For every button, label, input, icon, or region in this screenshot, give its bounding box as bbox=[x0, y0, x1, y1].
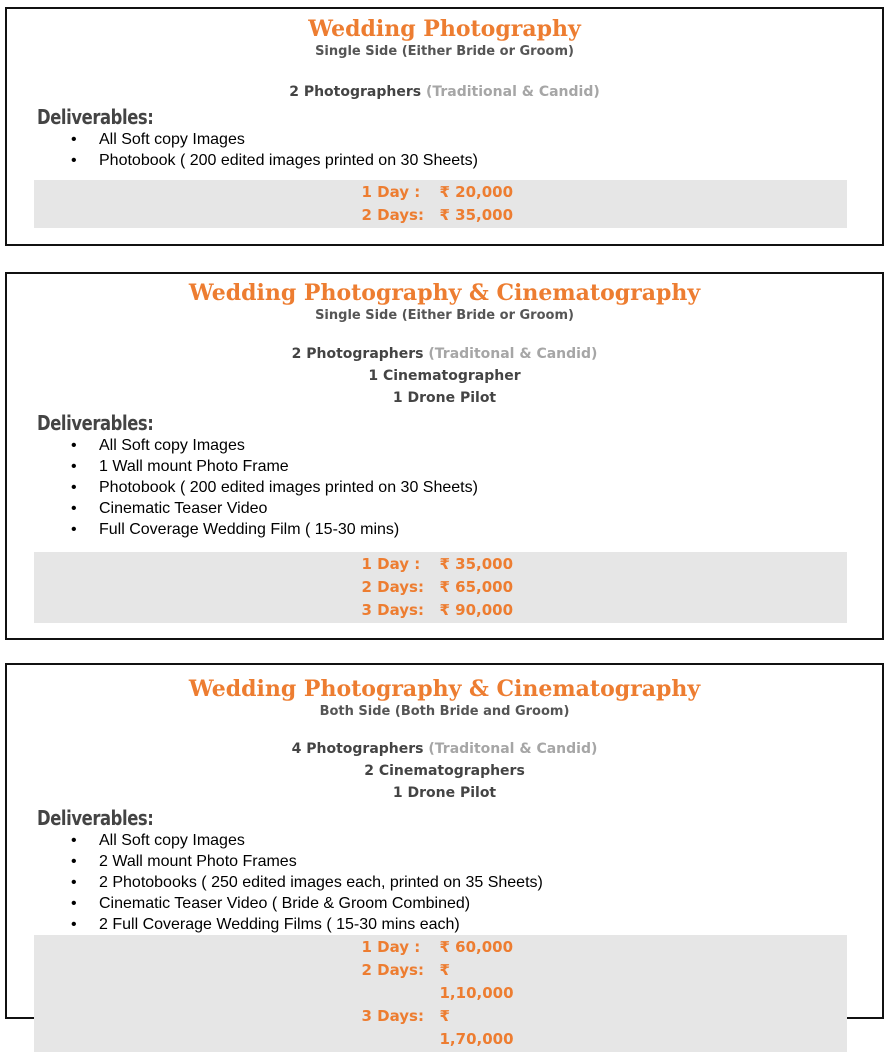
list-item: • All Soft copy Images bbox=[99, 129, 882, 150]
package-side: Single Side (Either Bride or Groom) bbox=[315, 308, 574, 323]
list-item: • All Soft copy Images bbox=[99, 435, 882, 456]
price-label: 2 Days: bbox=[361, 206, 424, 224]
package-card-2 bbox=[5, 272, 884, 640]
photographers-line bbox=[7, 738, 882, 760]
list-item: • 2 Photobooks ( 250 edited images each, printed on 35 Sheets) bbox=[99, 872, 882, 893]
photographers-line bbox=[7, 343, 882, 365]
deliverables-list bbox=[7, 129, 882, 171]
price-row bbox=[34, 181, 847, 204]
price-amount: ₹ 35,000 bbox=[439, 555, 514, 573]
price-amount: ₹ 1,70,000 bbox=[439, 1007, 514, 1048]
photographers-count: 2 Photographers bbox=[289, 84, 422, 100]
price-label: 2 Days: bbox=[361, 961, 424, 979]
price-panel bbox=[34, 935, 847, 1052]
package-card-3 bbox=[5, 663, 884, 1048]
price-label: 1 Day : bbox=[361, 938, 421, 956]
price-row bbox=[34, 936, 847, 959]
package-side: Single Side (Either Bride or Groom) bbox=[315, 44, 574, 59]
deliverables-heading: Deliverables: bbox=[37, 105, 154, 129]
photographers-count: 2 Photographers bbox=[291, 346, 424, 362]
deliverables-list bbox=[7, 435, 882, 540]
price-label: 2 Days: bbox=[361, 578, 424, 596]
price-amount: ₹ 20,000 bbox=[439, 183, 514, 201]
price-row bbox=[34, 1005, 847, 1051]
price-amount: ₹ 90,000 bbox=[439, 601, 514, 619]
cinematographers-line: 2 Cinematographers bbox=[364, 763, 525, 779]
price-row bbox=[34, 553, 847, 576]
photographers-note: (Traditional & Candid) bbox=[425, 84, 600, 100]
list-item: • Photobook ( 200 edited images printed on 30 Sheets) bbox=[99, 477, 882, 498]
package-title: Wedding Photography bbox=[308, 16, 581, 42]
list-item: • 1 Wall mount Photo Frame bbox=[99, 456, 882, 477]
package-title: Wedding Photography & Cinematography bbox=[188, 676, 701, 702]
list-item: • Cinematic Teaser Video ( Bride & Groom Combined) bbox=[99, 893, 882, 914]
price-amount: ₹ 65,000 bbox=[439, 578, 514, 596]
list-item: • Cinematic Teaser Video bbox=[99, 498, 882, 519]
price-row bbox=[34, 959, 847, 1005]
drone-pilot-line: 1 Drone Pilot bbox=[392, 785, 497, 801]
package-card-1 bbox=[5, 7, 884, 246]
list-item: • 2 Full Coverage Wedding Films ( 15-30 mins each) bbox=[99, 914, 882, 935]
cinematographers-line: 1 Cinematographer bbox=[368, 368, 521, 384]
package-side: Both Side (Both Bride and Groom) bbox=[319, 704, 570, 719]
price-panel bbox=[34, 552, 847, 623]
list-item: • Photobook ( 200 edited images printed on 30 Sheets) bbox=[99, 150, 882, 171]
list-item: • 2 Wall mount Photo Frames bbox=[99, 851, 882, 872]
list-item: • Full Coverage Wedding Film ( 15-30 mins) bbox=[99, 519, 882, 540]
deliverables-heading: Deliverables: bbox=[37, 411, 154, 435]
price-panel bbox=[34, 180, 847, 228]
price-label: 3 Days: bbox=[361, 1007, 424, 1025]
photographers-count: 4 Photographers bbox=[291, 741, 424, 757]
price-row bbox=[34, 599, 847, 622]
package-title: Wedding Photography & Cinematography bbox=[188, 280, 701, 306]
price-label: 1 Day : bbox=[361, 183, 421, 201]
deliverables-list bbox=[7, 830, 882, 935]
price-amount: ₹ 1,10,000 bbox=[439, 961, 514, 1002]
photographers-line bbox=[7, 81, 882, 103]
deliverables-heading: Deliverables: bbox=[37, 806, 154, 830]
drone-pilot-line: 1 Drone Pilot bbox=[392, 390, 497, 406]
price-label: 3 Days: bbox=[361, 601, 424, 619]
price-amount: ₹ 60,000 bbox=[439, 938, 514, 956]
price-row bbox=[34, 576, 847, 599]
photographers-note: (Traditonal & Candid) bbox=[428, 741, 598, 757]
price-amount: ₹ 35,000 bbox=[439, 206, 514, 224]
price-label: 1 Day : bbox=[361, 555, 421, 573]
list-item: • All Soft copy Images bbox=[99, 830, 882, 851]
price-row bbox=[34, 204, 847, 227]
photographers-note: (Traditonal & Candid) bbox=[428, 346, 598, 362]
